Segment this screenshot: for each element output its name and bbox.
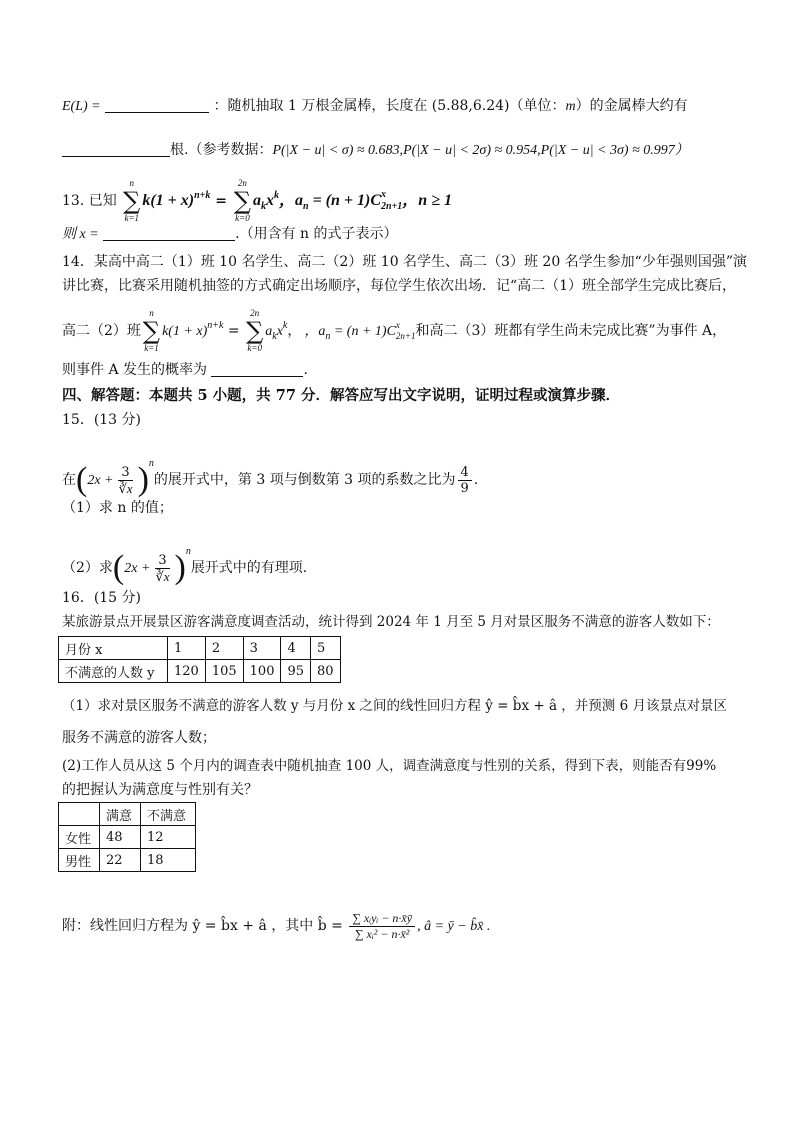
table-row <box>59 849 196 872</box>
table-cell: 月份 x <box>59 637 168 660</box>
reference-p3: P(|X − u| < 3σ) ≈ 0.997） <box>540 143 689 158</box>
q14-an: ，a <box>304 324 326 339</box>
q14-an-sub: n <box>325 331 331 342</box>
q13-answer-prefix: 则 x = <box>62 227 99 242</box>
q13-term-2-x: x <box>265 192 274 209</box>
q14-sum-1: n ∑ k=1 <box>142 308 161 353</box>
q14-comb-index: x 2n+1 <box>395 320 416 341</box>
q16-stem: 某旅游景点开展景区游客满意度调查活动，统计得到 2024 年 1 月至 5 月对景区服务不满意的游客人数如下： <box>62 614 720 630</box>
q15-power: n <box>148 458 154 469</box>
table-cell: 105 <box>205 660 243 683</box>
table-cell: 1 <box>168 637 206 660</box>
q15-part-2-text: 展开式中的有理项. <box>190 560 308 576</box>
appendix-prefix: 附：线性回归方程为 ŷ = b̂x + â ，其中 b̂ = <box>62 918 343 934</box>
expectation-lhs: E(L) = <box>62 99 101 114</box>
table-cell: 80 <box>311 660 341 683</box>
q16-table-monthly <box>58 636 341 683</box>
q14-term-2: a <box>265 324 273 339</box>
expectation-blank[interactable] <box>105 96 209 113</box>
q13-number: 13. 已知 <box>62 193 117 209</box>
q16-part-2-line-1: (2)工作人员从这 5 个月内的调查表中随机抽查 100 人，调查满意度与性别的关系，得到下表，则能否有99% <box>62 758 717 774</box>
table-cell: 3 <box>243 637 281 660</box>
q13-an-tail: ，n ≥ 1 <box>402 192 452 209</box>
reference-p1: P(|X − u| < σ) ≈ 0.683, <box>272 143 404 158</box>
q15-part-2-expr: 2x + <box>124 561 151 576</box>
table-cell: 48 <box>100 826 141 849</box>
q13-term-1: k(1 + x) <box>142 192 195 209</box>
q16-part-2-line-2: 的把握认为满意度与性别有关？ <box>62 782 258 798</box>
q13-answer-line <box>62 224 734 245</box>
table-row <box>59 826 196 849</box>
q14-line-1: 14．某高中高二（1）班 10 名学生、高二（2）班 10 名学生、高二（3）班 20 名学生参加“少年强则国强”演 <box>62 254 747 270</box>
q14-an-eq: = (n + 1)C <box>330 324 396 339</box>
q15-expr: 2x + <box>87 473 114 488</box>
q15-stem-text: 的展开式中，第 3 项与倒数第 3 项的系数之比为 <box>153 472 456 488</box>
reference-text: 根.（参考数据： <box>170 142 273 158</box>
q16-part-1-line-2: 服务不满意的游客人数； <box>62 730 216 746</box>
q15-stem: 在(2x + $\frac{3}{∛x}$ )$^n$的展开式中，第 3 项与倒数第 3 项的系数之比为 $\frac{4}{9}$ . <box>62 458 479 498</box>
q13-answer-blank[interactable] <box>103 224 235 241</box>
table-cell: 满意 <box>100 803 141 826</box>
q15-ratio: $\frac{4}{9}$ <box>458 465 472 496</box>
table-cell: 4 <box>281 637 311 660</box>
table-cell <box>59 803 100 826</box>
q14-term-2-x: x <box>276 324 283 339</box>
q14-prob-prefix: 则事件 A 发生的概率为 <box>62 362 208 378</box>
q14-prob-suffix: . <box>303 362 308 378</box>
q14-line-3 <box>62 306 734 357</box>
q15-part-2-fraction: $\frac{3}{∛x}$ <box>155 552 170 584</box>
q13-an-sub: n <box>303 201 309 212</box>
table-cell: 男性 <box>59 849 100 872</box>
table-cell: 2 <box>205 637 243 660</box>
q15-part-2-prefix: （2）求 <box>62 560 113 576</box>
q14-sum-2: 2n ∑ k=0 <box>246 308 264 353</box>
expectation-line <box>62 96 734 117</box>
q16-table-satisfaction <box>58 802 196 872</box>
table-cell: 120 <box>168 660 206 683</box>
q13-term-2: a <box>252 192 261 209</box>
section-4-heading: 四、解答题：本题共 5 小题，共 77 分．解答应写出文字说明，证明过程或演算步骤． <box>62 387 620 404</box>
q14-term-2-sub: k <box>272 331 277 342</box>
table-cell: 12 <box>141 826 196 849</box>
q13-sum-2: 2n ∑ k=0 <box>233 178 251 223</box>
table-cell: 不满意 <box>141 803 196 826</box>
table-cell: 5 <box>311 637 341 660</box>
q13-an-eq: = (n + 1)C <box>308 192 382 209</box>
table-cell: 不满意的人数 y <box>59 660 168 683</box>
table-cell: 22 <box>100 849 141 872</box>
unit-label: m <box>565 99 576 114</box>
q15-part-2-power: n <box>185 546 191 557</box>
q13-sum-1: n ∑ k=1 <box>123 178 141 223</box>
q16-header: 16．(15 分) <box>62 590 142 606</box>
table-cell: 100 <box>243 660 281 683</box>
q14-comma: ， <box>287 323 295 339</box>
q13-comb-index: x 2n+1 <box>381 189 403 212</box>
q15-stem-prefix: 在 <box>62 472 76 488</box>
table-row <box>59 637 341 660</box>
table-cell: 18 <box>141 849 196 872</box>
q13-an: ，a <box>278 192 303 209</box>
q15-part-1: （1）求 n 的值； <box>62 500 173 516</box>
reference-p2: P(|X − u| < 2σ) ≈ 0.954, <box>403 143 541 158</box>
q13-term-2-sup: k <box>273 190 279 201</box>
table-row <box>59 660 341 683</box>
q13-answer-suffix: .（用含有 n 的式子表示） <box>235 226 398 242</box>
q13-equals: = <box>210 193 232 209</box>
q14-term-2-sup: k <box>282 320 288 331</box>
q14-answer-blank[interactable] <box>211 360 303 377</box>
appendix-suffix: , â = ȳ − b̂x̄ . <box>417 919 491 934</box>
q14-class-2: 高二（2）班 <box>62 323 141 339</box>
count-blank[interactable] <box>62 140 170 157</box>
q14-equals: = <box>223 323 245 339</box>
appendix-fraction: $\frac{\text{∑ xᵢyᵢ − n·x̄ȳ}}{\text{∑ xᵢ² − n·x̄²}}$ <box>349 911 415 942</box>
q14-line-2: 讲比赛，比赛采用随机抽签的方式确定出场顺序，每位学生依次出场．记“高二（1）班全部学生完成比赛后， <box>62 278 737 294</box>
expectation-text-2: ）的金属棒大约有 <box>575 98 688 114</box>
table-row <box>59 803 196 826</box>
q13-exp-1: n+k <box>194 190 211 201</box>
q16-part-1-line-1: （1）求对景区服务不满意的游客人数 y 与月份 x 之间的线性回归方程 ŷ = b̂x + â ，并预测 6 月该景点对景区 <box>62 698 727 714</box>
table-cell: 95 <box>281 660 311 683</box>
q14-exp-1: n+k <box>207 320 224 331</box>
q16-appendix <box>62 896 734 957</box>
q13-term-2-sub: k <box>260 201 266 212</box>
q14-event-text: 和高二（3）班都有学生尚未完成比赛”为事件 A， <box>415 323 727 339</box>
expectation-text-1: ：随机抽取 1 万根金属棒，长度在 (5.88,6.24)（单位： <box>213 98 566 114</box>
q15-header: 15．(13 分) <box>62 412 142 428</box>
q14-line-4 <box>62 360 734 380</box>
q15-fraction: $\frac{3}{∛x}$ <box>118 464 133 496</box>
reference-line <box>62 140 734 161</box>
q14-term-1: k(1 + x) <box>162 324 208 339</box>
q15-part-2: （2）求(2x + $\frac{3}{∛x}$ )$^n$展开式中的有理项. <box>62 546 308 586</box>
table-cell: 女性 <box>59 826 100 849</box>
q13-stem <box>62 178 734 225</box>
